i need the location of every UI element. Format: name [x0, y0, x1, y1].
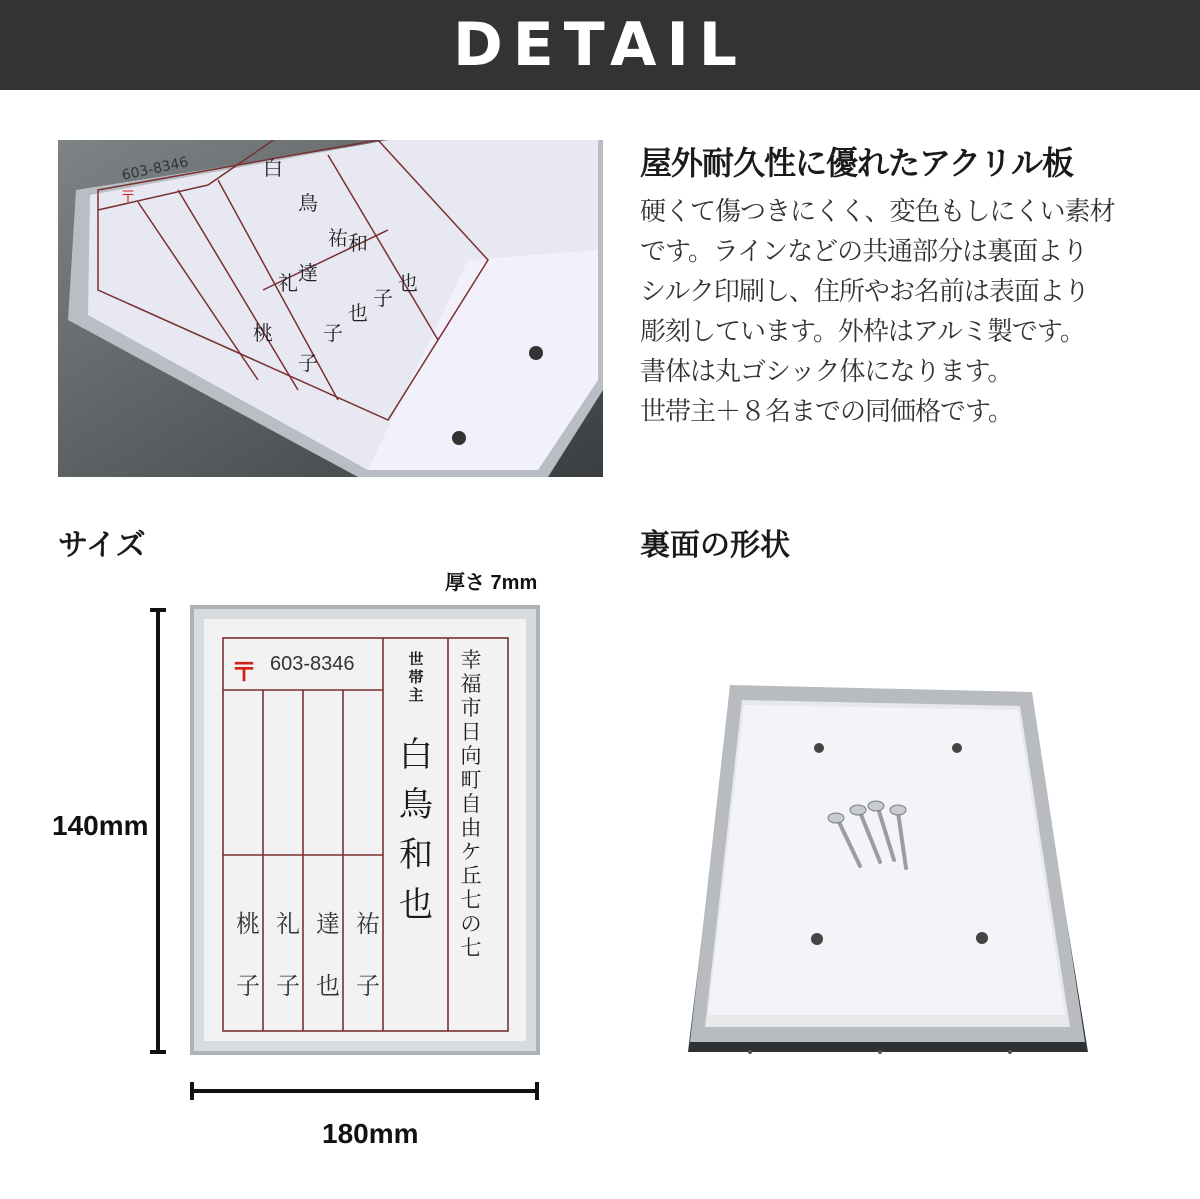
head-label-text: 世帯主: [408, 650, 424, 704]
svg-text:鳥: 鳥: [298, 191, 318, 215]
feature-line: 硬くて傷つきにくく、変色もしにくい素材: [640, 197, 1115, 227]
member-name: [349, 893, 387, 1017]
svg-text:子: 子: [323, 321, 343, 345]
svg-text:〒: 〒: [120, 187, 137, 206]
head-name-char: 也: [399, 885, 433, 925]
address: 幸福市日向町自由ケ丘七の七: [460, 648, 482, 960]
svg-text:達: 達: [298, 261, 318, 285]
member-char: 子: [356, 972, 380, 1000]
page-title: DETAIL: [452, 10, 748, 80]
member-char: 也: [316, 972, 340, 1000]
height-label: 140mm: [52, 810, 149, 841]
member-char: 子: [276, 972, 300, 1000]
member-char: 達: [316, 910, 340, 938]
member-char: 桃: [236, 910, 260, 938]
postal-mark-icon: 〒: [231, 658, 258, 688]
postal-code: 603-8346: [270, 653, 355, 675]
back-plate-photo: [680, 680, 1100, 1060]
svg-text:子: 子: [298, 351, 318, 375]
feature-line: 彫刻しています。外枠はアルミ製です。: [640, 317, 1085, 347]
member-name: [309, 893, 347, 1017]
feature-line: 書体は丸ゴシック体になります。: [640, 357, 1013, 387]
svg-text:桃: 桃: [253, 321, 273, 345]
size-section-title: サイズ: [58, 528, 146, 563]
thickness-label: 厚さ 7mm: [445, 572, 538, 594]
feature-title: 屋外耐久性に優れたアクリル板: [640, 144, 1074, 182]
svg-text:也: 也: [398, 271, 418, 295]
member-name: [269, 893, 307, 1017]
svg-text:也: 也: [348, 301, 368, 325]
svg-text:白: 白: [263, 156, 283, 180]
member-char: 礼: [276, 910, 300, 938]
member-char: 子: [236, 972, 260, 1000]
feature-line: 世帯主＋８名までの同価格です。: [640, 397, 1013, 427]
head-name-char: 白: [399, 735, 433, 775]
feature-line: です。ラインなどの共通部分は裏面より: [640, 237, 1088, 267]
head-name: [392, 730, 440, 930]
back-section-title: 裏面の形状: [640, 528, 790, 563]
member-name: [229, 893, 267, 1017]
svg-text:和: 和: [348, 231, 368, 255]
svg-text:子: 子: [373, 286, 393, 310]
feature-line: シルク印刷し、住所やお名前は表面より: [640, 277, 1089, 307]
head-label: [404, 650, 428, 704]
width-label: 180mm: [322, 1118, 419, 1149]
svg-text:祐: 祐: [328, 226, 348, 250]
svg-text:603-8346: 603-8346: [120, 154, 190, 184]
head-name-char: 和: [399, 835, 433, 875]
head-name-char: 鳥: [399, 785, 433, 825]
member-char: 祐: [356, 910, 380, 938]
svg-text:礼: 礼: [278, 271, 298, 295]
